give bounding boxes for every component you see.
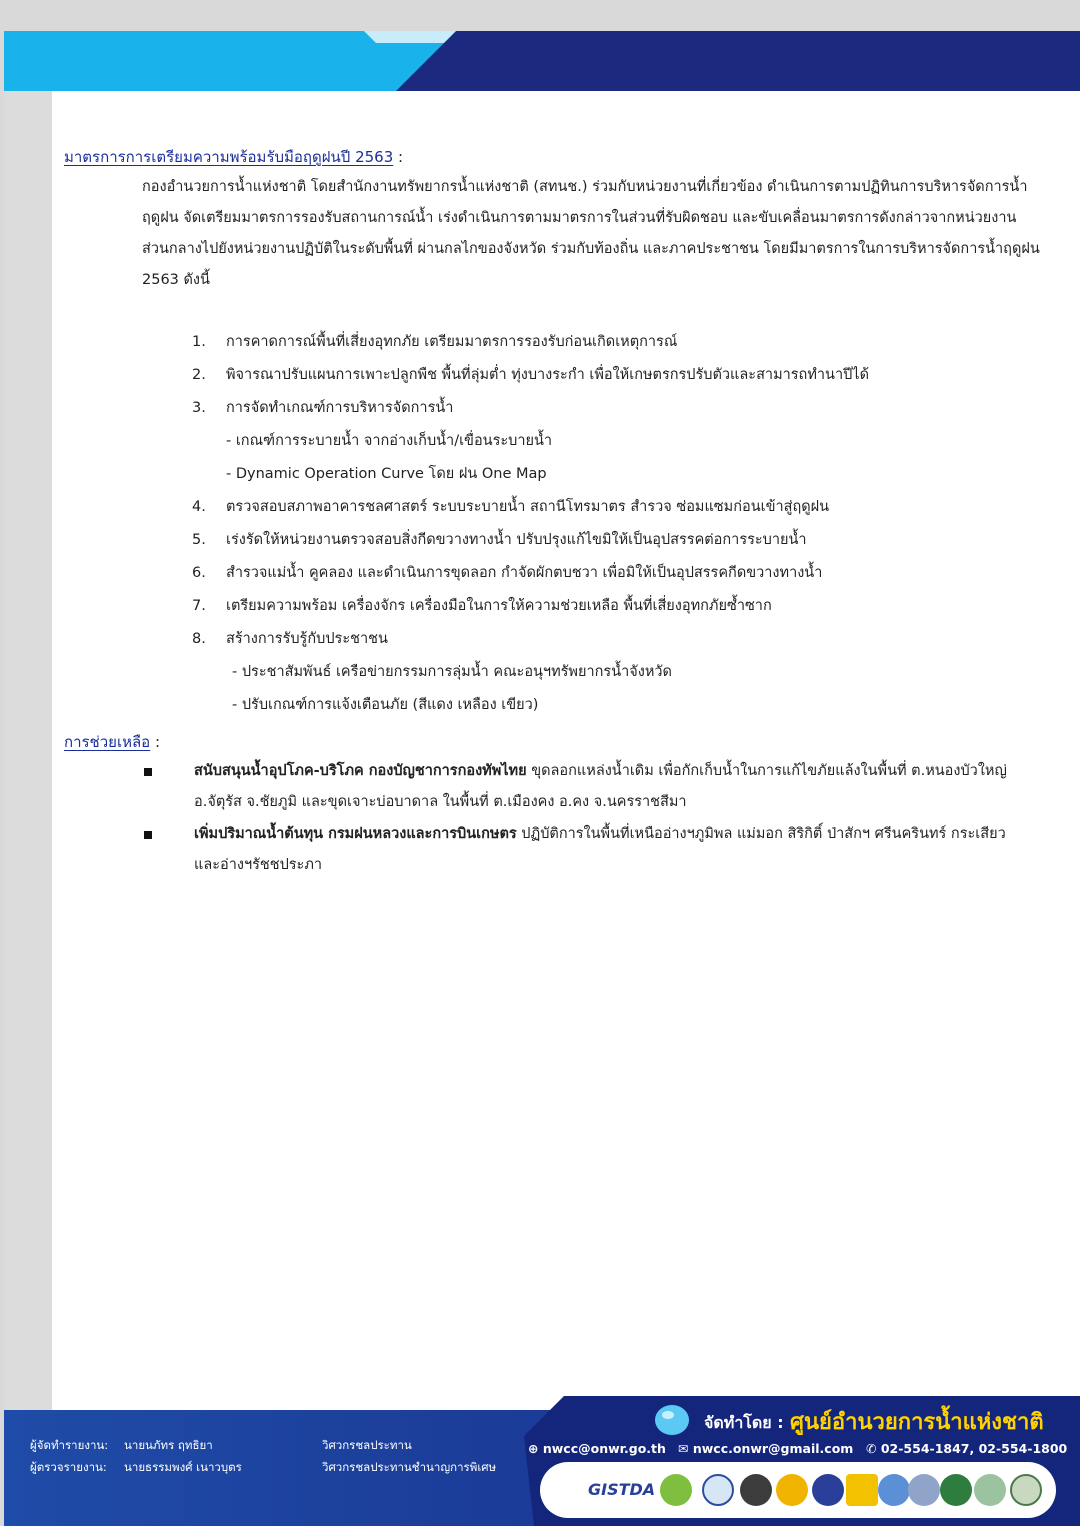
measure-number: 3. [192, 400, 206, 416]
measures-list [192, 326, 1052, 722]
reporter-label: ผู้จัดทำรายงาน: [30, 1438, 109, 1452]
section-heading-measures-text: มาตรการการเตรียมความพร้อมรับมือฤดูฝนปี 2563 [64, 148, 394, 166]
measure-number: 7. [192, 598, 206, 614]
measure-text: การคาดการณ์พื้นที่เสี่ยงอุทกภัย เตรียมมาตรการรองรับก่อนเกิดเหตุการณ์ [226, 334, 678, 350]
section-heading-assistance-text: การช่วยเหลือ [64, 733, 151, 751]
assistance-item-text: ปฏิบัติการในพื้นที่เหนืออ่างฯภูมิพล แม่มอก สิริกิติ์ ป่าสักฯ ศรีนครินทร์ กระเสียว และอ่างฯรัชชประภา [194, 826, 1006, 873]
measure-item [192, 359, 1052, 392]
measure-number: 4. [192, 499, 206, 515]
partner-logo-4-icon [776, 1474, 808, 1506]
measure-item [192, 524, 1052, 557]
measure-item [192, 458, 1052, 491]
website-contact[interactable] [528, 1441, 666, 1456]
partner-logo-5-icon [812, 1474, 844, 1506]
measure-text: พิจารณาปรับแผนการเพาะปลูกพืช พื้นที่ลุ่มต่ำ ทุ่งบางระกำ เพื่อให้เกษตรกรปรับตัวและสามารถทำนาปีได้ [226, 367, 869, 383]
website-text: nwcc@onwr.go.th [542, 1441, 666, 1456]
section-heading-assistance: การช่วยเหลือ : [64, 733, 160, 751]
section-heading-measures: มาตรการการเตรียมความพร้อมรับมือฤดูฝนปี 2563 : [64, 148, 404, 166]
checker-name: นายธรรมพงศ์ เนาวบุตร [124, 1460, 242, 1474]
measure-text: สำรวจแม่น้ำ คูคลอง และดำเนินการขุดลอก กำจัดผักตบชวา เพื่อมิให้เป็นอุปสรรคกีดขวางทางน้ำ [226, 565, 823, 581]
partner-logo-6-icon [846, 1474, 878, 1506]
intro-paragraph: กองอำนวยการน้ำแห่งชาติ โดยสำนักงานทรัพยากรน้ำแห่งชาติ (สทนช.) ร่วมกับหน่วยงานที่เกี่ยวข้อง ดำเนินการตามปฏิทินการบริหารจัดการน้ำฤดูฝน จัดเตรียมมาตรการรองรับสถานการณ์น้ำ เร่งดำเนินการตามมาตรการในส่วนที่รับผิดชอบ และขับเคลื่อนมาตรการดังกล่าวจากหน่วยงานส่วนกลางไปยังหน่วยงานปฏิบัติในระดับพื้นที่ ผ่านกลไกของจังหวัด ร่วมกับท้องถิ่น และภาคประชาชน โดยมีมาตรการในการบริหารจัดการน้ำฤดูฝน 2563 ดังนี้ [142, 179, 1040, 288]
partner-logo-3-icon [740, 1474, 772, 1506]
made-by-label: จัดทำโดย : [704, 1413, 784, 1432]
partner-logo-1-icon [660, 1474, 692, 1506]
measure-number: 8. [192, 631, 206, 647]
measure-text: สร้างการรับรู้กับประชาชน [226, 631, 388, 647]
measure-item [192, 590, 1052, 623]
measure-text: ตรวจสอบสภาพอาคารชลศาสตร์ ระบบระบายน้ำ สถานีโทรมาตร สำรวจ ซ่อมแซมก่อนเข้าสู่ฤดูฝน [226, 499, 830, 515]
measure-text: - ประชาสัมพันธ์ เครือข่ายกรรมการลุ่มน้ำ คณะอนุฯทรัพยากรน้ำจังหวัด [232, 664, 672, 680]
measure-item [192, 689, 1052, 722]
assistance-item-title: เพิ่มปริมาณน้ำต้นทุน กรมฝนหลวงและการบินเกษตร [194, 826, 517, 842]
measure-item [192, 557, 1052, 590]
phone-text: 02-554-1847, 02-554-1800 [880, 1441, 1068, 1456]
measure-text: - เกณฑ์การระบายน้ำ จากอ่างเก็บน้ำ/เขื่อนระบายน้ำ [226, 433, 553, 449]
measure-item [192, 623, 1052, 656]
partner-logo-7-icon [878, 1474, 910, 1506]
partner-logo-8-icon [908, 1474, 940, 1506]
reporter-title: วิศวกรชลประทาน [322, 1438, 412, 1452]
partner-logo-9-icon [940, 1474, 972, 1506]
measure-number: 1. [192, 334, 206, 350]
partner-logo-2-icon [702, 1474, 734, 1506]
assistance-list [142, 756, 1022, 882]
email-text: nwcc.onwr@gmail.com [692, 1441, 854, 1456]
left-margin [4, 91, 52, 1411]
globe-icon: ⊕ [528, 1441, 539, 1456]
measure-item [192, 491, 1052, 524]
top-strip [0, 0, 1080, 31]
assistance-item-title: สนับสนุนน้ำอุปโภค-บริโภค กองบัญชาการกองทัพไทย [194, 763, 527, 779]
measure-number: 5. [192, 532, 206, 548]
square-bullet-icon [144, 768, 152, 776]
measure-text: - Dynamic Operation Curve โดย ฝน One Map [226, 466, 547, 482]
partner-logo-11-icon [1010, 1474, 1042, 1506]
phone-icon: ✆ [866, 1441, 877, 1456]
reporter-name: นายนภัทร ฤทธิยา [124, 1438, 213, 1452]
envelope-icon: ✉ [678, 1441, 689, 1456]
phone-contact[interactable] [866, 1441, 1067, 1456]
water-drop-logo-icon [652, 1398, 692, 1438]
gistda-logo: GISTDA [588, 1480, 656, 1499]
assistance-item-text: ขุดลอกแหล่งน้ำเดิม เพื่อกักเก็บน้ำในการแก้ไขภัยแล้งในพื้นที่ ต.หนองบัวใหญ่ อ.จัตุรัส จ.ชัยภูมิ และขุดเจาะบ่อบาดาล ในพื้นที่ ต.เมืองคง อ.คง จ.นครราชสีมา [194, 763, 1007, 810]
measure-number: 2. [192, 367, 206, 383]
assistance-item [142, 819, 1022, 881]
measure-item [192, 656, 1052, 689]
measure-text: เตรียมความพร้อม เครื่องจักร เครื่องมือในการให้ความช่วยเหลือ พื้นที่เสี่ยงอุทกภัยซ้ำซาก [226, 598, 772, 614]
square-bullet-icon [144, 831, 152, 839]
measure-number: 6. [192, 565, 206, 581]
measure-item [192, 425, 1052, 458]
measure-text: การจัดทำเกณฑ์การบริหารจัดการน้ำ [226, 400, 454, 416]
org-name: ศูนย์อำนวยการน้ำแห่งชาติ [790, 1410, 1044, 1435]
measure-item [192, 326, 1052, 359]
measure-item [192, 392, 1052, 425]
email-contact[interactable] [678, 1441, 853, 1456]
assistance-item [142, 756, 1022, 818]
measure-text: เร่งรัดให้หน่วยงานตรวจสอบสิ่งกีดขวางทางน้ำ ปรับปรุงแก้ไขมิให้เป็นอุปสรรคต่อการระบายน้ำ [226, 532, 807, 548]
checker-label: ผู้ตรวจรายงาน: [30, 1460, 107, 1474]
partner-logo-10-icon [974, 1474, 1006, 1506]
header-band [4, 31, 1080, 91]
checker-title: วิศวกรชลประทานชำนาญการพิเศษ [322, 1460, 497, 1474]
measure-text: - ปรับเกณฑ์การแจ้งเตือนภัย (สีแดง เหลือง เขียว) [232, 697, 539, 713]
